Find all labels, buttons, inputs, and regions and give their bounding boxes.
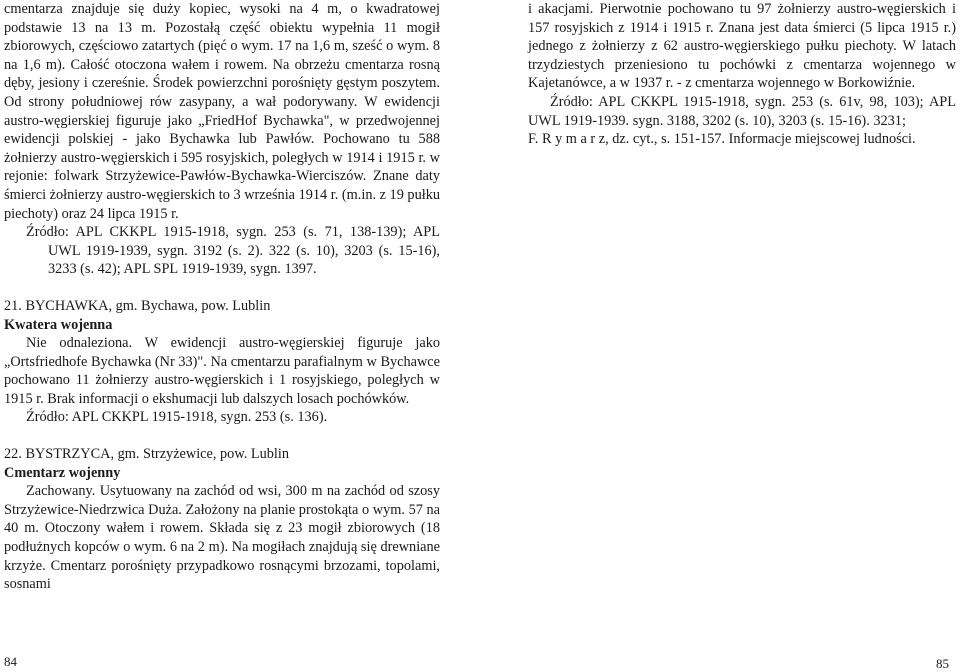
entry22-title: Cmentarz wojenny <box>4 464 121 481</box>
right-paragraph: i akacjami. Pierwotnie pochowano tu 97 żołnierzy austro-węgierskich i 157 rosyjskich z 1914 i 1915 r. Znana jest data śmierci (5 lipca 1915 r.) jednego z żołnierzy z 62 austro-węgierskiego pułku piechoty. W latach trzydziestych przeniesiono tu pochówki z cmentarza wojennego w Kajetanówce, a w 1937 r. - z cmentarza wojennego w Borkowiźnie. <box>528 1 956 92</box>
entry22-heading: 22. BYSTRZYCA, gm. Strzyżewice, pow. Lublin <box>4 446 289 463</box>
right-source: Źródło: APL CKKPL 1915-1918, sygn. 253 (s. 61v, 98, 103); APL UWL 1919-1939. sygn. 3188, 3202 (s. 10), 3203 (s. 15-16). 3231; <box>528 93 956 129</box>
entry21-source: Źródło: APL CKKPL 1915-1918, sygn. 253 (s. 136). <box>26 409 328 426</box>
entry21-title: Kwatera wojenna <box>4 316 113 333</box>
left-column <box>4 0 440 594</box>
entry21-text: Nie odnaleziona. W ewidencji austro-węgierskiej figuruje jako „Ortsfriedhofe Bychawka (Nr 33)". Na cmentarzu parafialnym w Bychawce pochowano 11 żołnierzy austro-węgierskich i 1 rosyjskiego, poległych w 1915 r. Brak informacji o ekshumacji lub dalszych losach pochówków. <box>4 335 440 407</box>
right-source-author: F. R y m a r z, dz. cyt., s. 151-157. Informacje miejscowej ludności. <box>528 131 916 148</box>
spacer <box>4 427 440 445</box>
top-paragraph: cmentarza znajduje się duży kopiec, wysoki na 4 m, o kwadratowej podstawie 13 na 13 m. Pozostałą część obiektu wypełnia 11 mogił zbiorowych, częściowo zatartych (pięć o wym. 17 na 1,6 m, sześć o wym. 8 na 1,6 m). Całość otoczona wałem i rowem. Na obrzeżu cmentarza rosną dęby, jesiony i czereśnie. Środek powierzchni porośnięty gęstym poszytem. Od strony południowej rów zasypany, a wał podorywany. W ewidencji austro-węgierskiej figuruje jako „FriedHof Bychawka", w przedwojennej ewidencji polskiej - jako Bychawka lub Pawłów. Pochowano tu 588 żołnierzy austro-węgierskich i 595 rosyjskich, poległych w 1914 i 1915 r. w rejonie: folwark Strzyżewice-Pawłów-Bychawka-Wierciszów. Znane daty śmierci żołnierzy austro-węgierskich to 3 września 1914 r. (m.in. z 19 pułku piechoty) oraz 24 lipca 1915 r. <box>4 1 440 222</box>
page-number-left: 84 <box>4 654 17 669</box>
right-column <box>528 0 956 149</box>
entry22-text: Zachowany. Usytuowany na zachód od wsi, 300 m na zachód od szosy Strzyżewice-Niedrzwica Duża. Założony na planie prostokąta o wym. 57 na 40 m. Otoczony wałem i rowem. Składa się z 23 mogił zbiorowych (18 podłużnych kopców o wym. 6 na 2 m). Na mogiłach znajdują się drewniane krzyże. Cmentarz porośnięty przypadkowo rosnącymi brzozami, topolami, sosnami <box>4 483 440 593</box>
spacer <box>4 279 440 297</box>
page-number-right: 85 <box>936 656 949 671</box>
top-source: Źródło: APL CKKPL 1915-1918, sygn. 253 (s. 71, 138-139); APL UWL 1919-1939, sygn. 3192 (s. 2). 322 (s. 10), 3203 (s. 15-16), 3233 (s. 42); APL SPL 1919-1939, sygn. 1397. <box>26 224 440 278</box>
entry21-heading: 21. BYCHAWKA, gm. Bychawa, pow. Lublin <box>4 297 271 314</box>
